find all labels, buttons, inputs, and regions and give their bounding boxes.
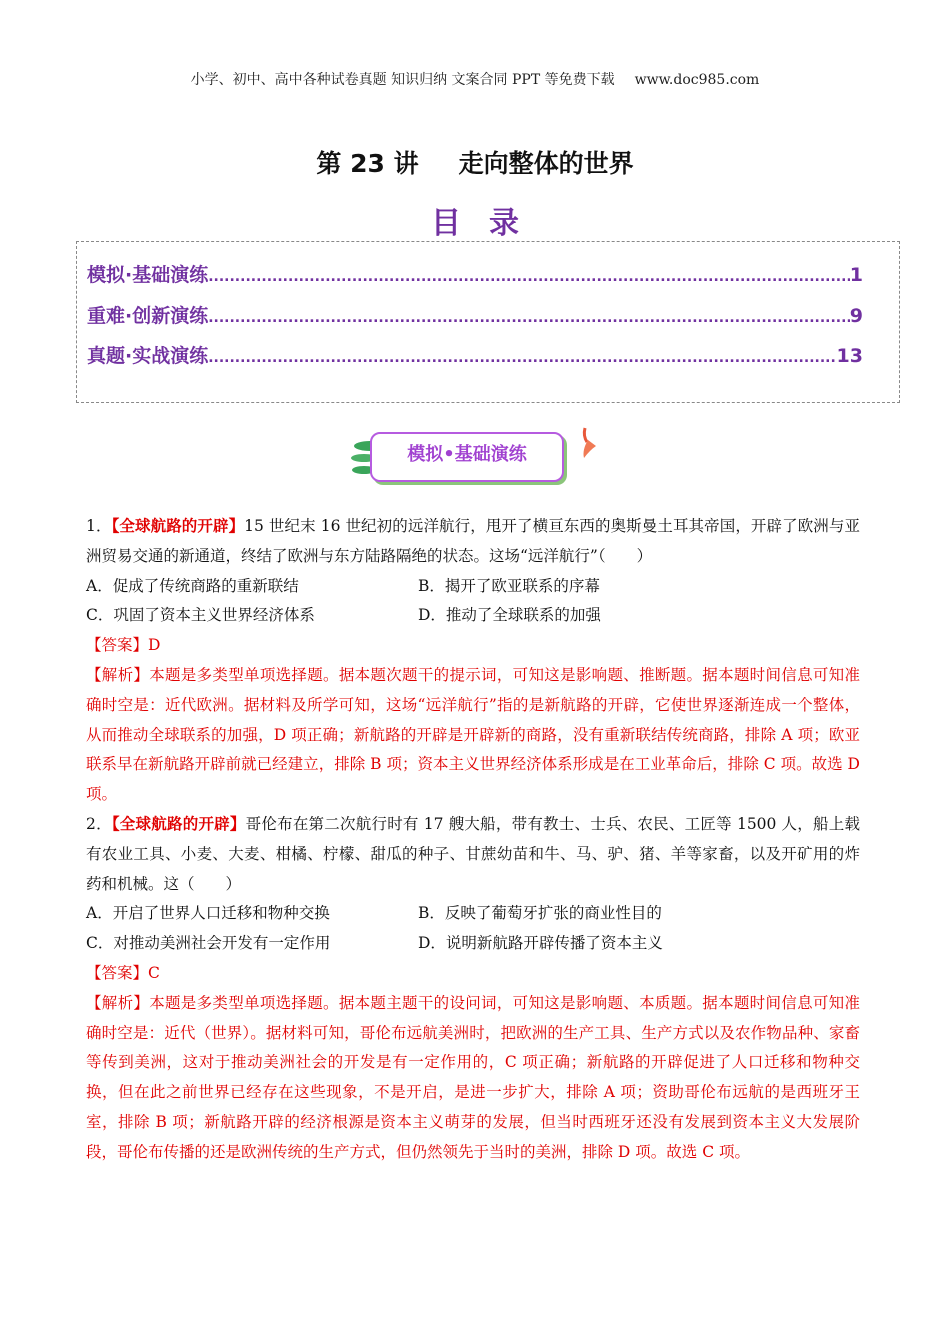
lecture-number: 第 23 讲: [316, 149, 419, 178]
option-d: D．推动了全球联系的加强: [418, 606, 601, 625]
option-b: B．揭开了欧亚联系的序幕: [418, 576, 600, 595]
header-link[interactable]: www.doc985.com: [634, 72, 760, 88]
header-text: 小学、初中、高中各种试卷真题 知识归纳 文案合同 PPT 等免费下载: [190, 72, 615, 88]
toc-label: 真题·实战演练: [87, 345, 209, 367]
questions: [86, 512, 860, 1168]
page-title: [0, 144, 950, 180]
toc-item[interactable]: [87, 260, 863, 287]
toc-title: 目录: [431, 206, 547, 241]
analysis: 【解析】本题是多类型单项选择题。据本题主题干的设问词，可知这是影响题、本质题。据本题时间信息可知准确时空是：近代（世界）。据材料可知，哥伦布远航美洲时，把欧洲的生产工具、生产方式以及农作物品种、家畜等传到美洲，这对于推动美洲社会的开发是有一定作用的，C 项正确；新航路的开辟促进了人口迁移和物种交换，但在此之前世界已经存在这些现象，不是开启，是进一步扩大，排除 A 项；资助哥伦布远航的是西班牙王室，排除 B 项；新航路开辟的经济根源是资本主义萌芽的发展，但当时西班牙还没有发展到资本主义大发展阶段，哥伦布传播的还是欧洲传统的生产方式，但仍然领先于当时的美洲，排除 D 项。故选 C 项。: [86, 993, 860, 1161]
lecture-name: 走向整体的世界: [458, 149, 634, 178]
toc-page: 13: [836, 345, 863, 367]
toc-item[interactable]: [87, 301, 863, 328]
answer: 【答案】D: [86, 636, 161, 655]
section-banner: [348, 420, 598, 486]
option-d: D．说明新航路开辟传播了资本主义: [418, 934, 663, 953]
toc-label: 重难·创新演练: [87, 305, 209, 327]
toc-item[interactable]: [87, 341, 863, 368]
question-stem: 哥伦布在第二次航行时有 17 艘大船，带有教士、士兵、农民、工匠等 1500 人，船上载有农业工具、小麦、大麦、柑橘、柠檬、甜瓜的种子、甘蔗幼苗和牛、马、驴、猪、羊等家畜，以及开矿用的炸药和机械。这（ ）: [86, 814, 860, 893]
option-a: A．开启了世界人口迁移和物种交换: [86, 904, 330, 923]
section-banner-label: 模拟•基础演练: [407, 444, 527, 465]
answer: 【答案】C: [86, 963, 160, 982]
page-header: [0, 69, 950, 89]
analysis: 【解析】本题是多类型单项选择题。据本题次题干的提示词，可知这是影响题、推断题。据本题时间信息可知准确时空是：近代欧洲。据材料及所学可知，这场“远洋航行”指的是新航路的开辟，它使世界逐渐连成一个整体，从而推动全球联系的加强，D 项正确；新航路的开辟是开辟新的商路，没有重新联结传统商路，排除 A 项；欧亚联系早在新航路开辟前就已经建立，排除 B 项；资本主义世界经济体系形成是在工业革命后，排除 C 项。故选 D 项。: [86, 665, 860, 804]
toc-page: 1: [849, 264, 863, 286]
option-a: A．促成了传统商路的重新联结: [86, 576, 299, 595]
question-tag: 【全球航路的开辟】: [111, 814, 246, 833]
toc-page: 9: [849, 305, 863, 327]
option-c: C．对推动美洲社会开发有一定作用: [86, 934, 331, 953]
table-of-contents: [76, 241, 900, 403]
toc-label: 模拟·基础演练: [87, 264, 209, 286]
question-tag: 【全球航路的开辟】: [111, 517, 245, 535]
question-stem: 15 世纪末 16 世纪初的远洋航行，甩开了横亘东西的奥斯曼土耳其帝国，开辟了欧洲与亚洲贸易交通的新通道，终结了欧洲与东方陆路隔绝的状态。这场“远洋航行”（ ）: [86, 517, 860, 565]
question-2: [86, 810, 860, 1168]
question-number: 2．: [86, 814, 112, 833]
option-c: C．巩固了资本主义世界经济体系: [86, 606, 315, 625]
option-b: B．反映了葡萄牙扩张的商业性目的: [418, 904, 662, 923]
question-number: 1．: [86, 517, 112, 535]
question-1: [86, 512, 860, 810]
